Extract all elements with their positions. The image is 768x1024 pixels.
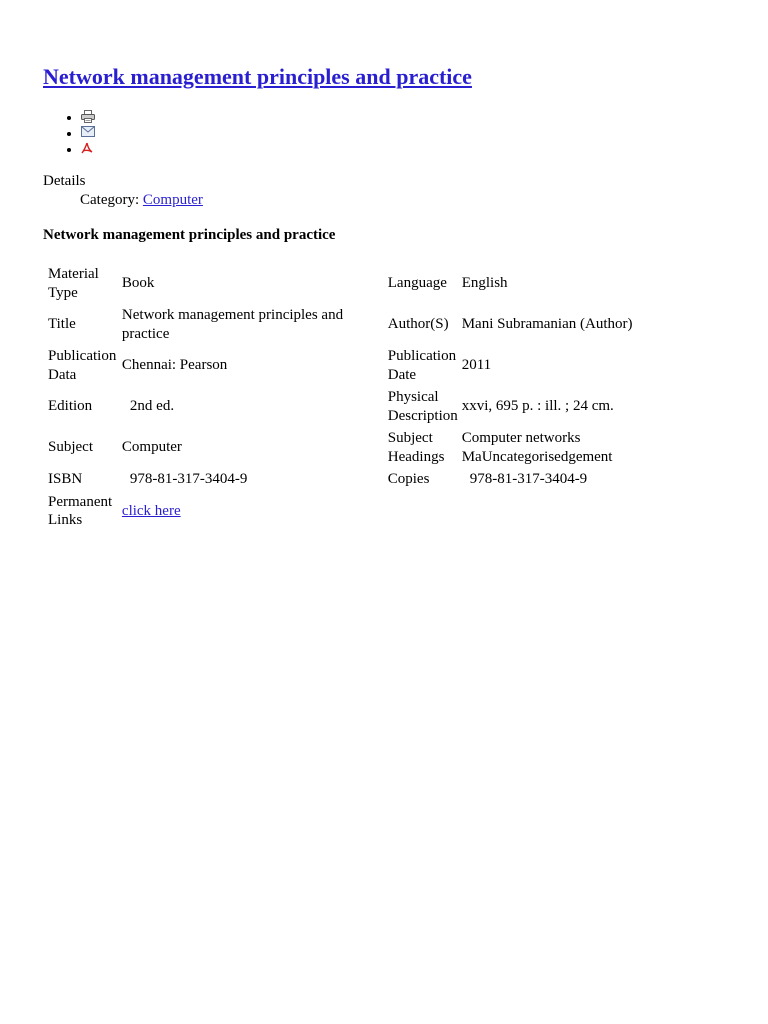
- table-row: [48, 346, 690, 385]
- field-label: Permanent Links: [48, 493, 113, 528]
- table-row: [48, 428, 690, 467]
- email-item: [81, 126, 94, 142]
- field-value: [462, 469, 690, 490]
- isbn-value: 978-81-317-3404-9: [129, 471, 248, 487]
- field-value: Computer networks MaUncategorisedgement: [461, 430, 613, 465]
- category-label: Category:: [80, 192, 140, 208]
- record-heading: Network management principles and practice: [43, 227, 336, 243]
- field-label: Subject Headings: [387, 430, 445, 465]
- field-label: Publication Data: [48, 348, 117, 383]
- field-value: [462, 492, 690, 531]
- field-label: [388, 492, 460, 531]
- details-label: Details: [43, 173, 86, 189]
- copies-value: 978-81-317-3404-9: [469, 471, 588, 487]
- page-title: [43, 63, 472, 91]
- permanent-link[interactable]: click here: [121, 502, 181, 519]
- edition-value: 2nd ed.: [129, 398, 175, 415]
- pdf-item: [81, 142, 94, 158]
- field-label: Subject: [48, 439, 93, 456]
- field-value: Mani Subramanian (Author): [461, 316, 633, 333]
- field-label: Language: [387, 275, 447, 292]
- table-row: [48, 264, 690, 303]
- email-icon[interactable]: [81, 126, 94, 138]
- field-label: Physical Description: [387, 389, 458, 424]
- page-title-link[interactable]: Network management principles and practice: [43, 64, 472, 89]
- field-label: Edition: [48, 398, 93, 415]
- category-link[interactable]: Computer: [142, 192, 203, 208]
- field-label: Author(S): [387, 316, 449, 333]
- field-value: [122, 469, 386, 490]
- field-value: Chennai: Pearson: [121, 357, 228, 374]
- print-item: [81, 110, 94, 126]
- field-value: Book: [121, 275, 155, 292]
- field-value: English: [461, 275, 508, 292]
- field-value: 2011: [461, 357, 492, 374]
- field-label: Copies: [387, 471, 430, 487]
- field-value: xxvi, 695 p. : ill. ; 24 cm.: [461, 398, 614, 415]
- field-label: ISBN: [48, 471, 83, 487]
- field-label: Material Type: [48, 266, 99, 301]
- field-value: [122, 492, 386, 531]
- printer-icon[interactable]: [81, 110, 94, 122]
- category-line: [80, 191, 203, 210]
- record-table: [46, 262, 692, 533]
- field-value: Computer: [121, 439, 182, 456]
- table-row: [48, 387, 690, 426]
- pdf-icon[interactable]: [81, 142, 94, 154]
- details-block: [43, 172, 203, 210]
- field-label: Title: [48, 316, 76, 333]
- table-row: [48, 492, 690, 531]
- article-tools: [43, 110, 94, 158]
- table-row: [48, 305, 690, 344]
- table-row: [48, 469, 690, 490]
- field-value: Network management principles and practice: [121, 307, 344, 342]
- field-label: Publication Date: [387, 348, 457, 383]
- field-value: [122, 387, 386, 426]
